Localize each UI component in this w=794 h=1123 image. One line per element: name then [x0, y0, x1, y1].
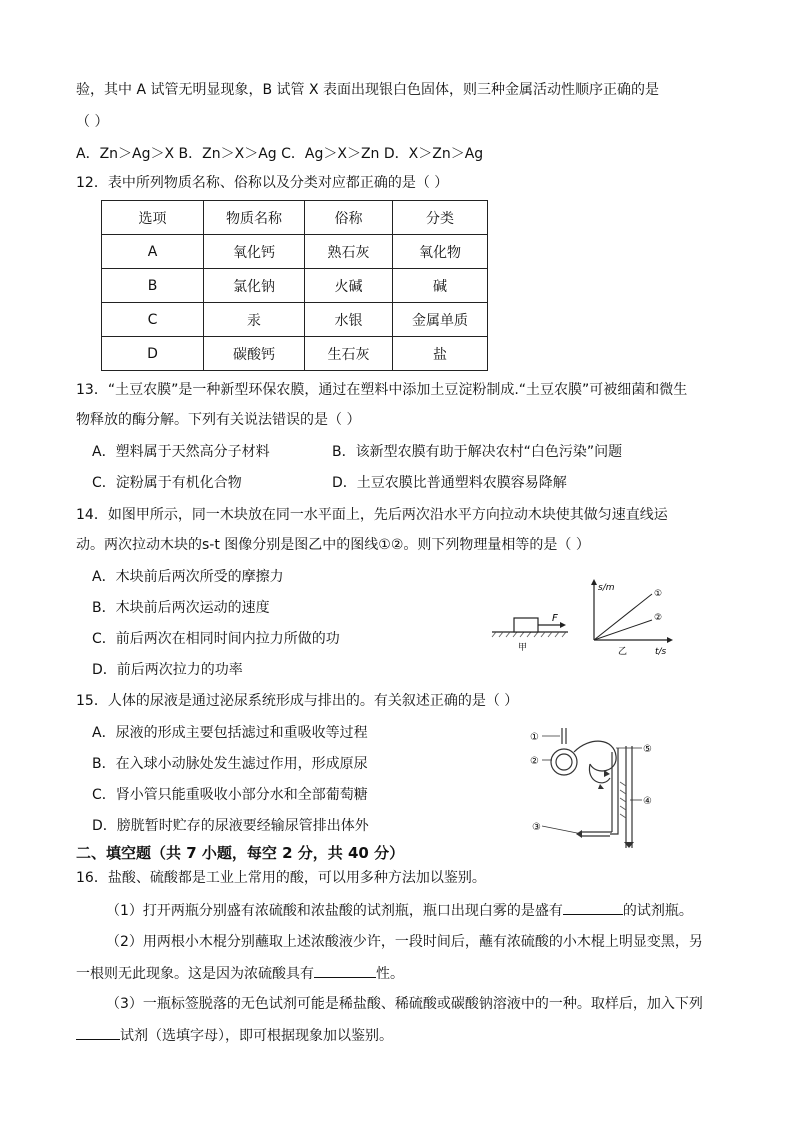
q12-table: [101, 200, 488, 371]
table-header-cell: 选项: [102, 201, 204, 235]
q16-stem: 16．盐酸、硫酸都是工业上常用的酸，可以用多种方法加以鉴别。: [76, 870, 486, 886]
q14-option-b: B．木块前后两次运动的速度: [92, 600, 270, 616]
table-cell: 盐: [393, 337, 488, 371]
table-cell: 金属单质: [393, 303, 488, 337]
table-cell: D: [102, 337, 204, 371]
q16-part1-text: （1）打开两瓶分别盛有浓硫酸和浓盐酸的试剂瓶，瓶口出现白雾的是盛有: [106, 903, 563, 919]
q13-option-a: A．塑料属于天然高分子材料: [92, 444, 270, 460]
force-label: F: [552, 613, 558, 624]
q15-stem: 15．人体的尿液是通过泌尿系统形成与排出的。有关叙述正确的是（ ）: [76, 693, 519, 709]
q16-part2-tail: 性。: [376, 966, 404, 982]
q14-option-d: D．前后两次拉力的功率: [92, 662, 243, 678]
q15-option-c: C．肾小管只能重吸收小部分水和全部葡萄糖: [92, 787, 368, 803]
table-cell: 碳酸钙: [204, 337, 305, 371]
nephron-diagram: [530, 722, 660, 852]
nephron-label-4: ④: [643, 796, 652, 807]
table-row: [102, 269, 488, 303]
table-header-cell: 物质名称: [204, 201, 305, 235]
table-cell: 氧化钙: [204, 235, 305, 269]
q12-stem: 12．表中所列物质名称、俗称以及分类对应都正确的是（ ）: [76, 175, 449, 191]
q13-stem-line1: 13．“土豆农膜”是一种新型环保农膜，通过在塑料中添加土豆淀粉制成.“土豆农膜”可被细菌和微生: [76, 382, 688, 398]
nephron-label-3: ③: [532, 822, 541, 833]
graph-line-2-label: ②: [654, 613, 663, 623]
s-axis-label: s/m: [598, 583, 615, 593]
figure-jia-label: 甲: [518, 643, 528, 653]
table-row: [102, 303, 488, 337]
table-cell: 碱: [393, 269, 488, 303]
q11-continuation: 验，其中 A 试管无明显现象，B 试管 X 表面出现银白色固体，则三种金属活动性顺序正确的是: [76, 82, 660, 98]
wood-block: [514, 618, 538, 632]
answer-blank[interactable]: [314, 963, 376, 978]
q13-option-c: C．淀粉属于有机化合物: [92, 475, 242, 491]
table-header-cell: 分类: [393, 201, 488, 235]
q16-part3-line2: [76, 1025, 393, 1046]
q14-option-a: A．木块前后两次所受的摩擦力: [92, 569, 284, 585]
table-cell: 火碱: [305, 269, 393, 303]
q16-part3-text: 试剂（选填字母），即可根据现象加以鉴别。: [120, 1028, 393, 1044]
table-cell: 生石灰: [305, 337, 393, 371]
q14-figure: [488, 576, 688, 658]
table-cell: 氧化物: [393, 235, 488, 269]
table-cell: B: [102, 269, 204, 303]
table-cell: A: [102, 235, 204, 269]
q15-option-a: A．尿液的形成主要包括滤过和重吸收等过程: [92, 725, 368, 741]
q14-stem-line1: 14．如图甲所示，同一木块放在同一水平面上，先后两次沿水平方向拉动木块使其做匀速直线运: [76, 507, 668, 523]
q15-option-b: B．在入球小动脉处发生滤过作用，形成原尿: [92, 756, 368, 772]
figure-yi: [591, 579, 673, 657]
q16-part1-tail: 的试剂瓶。: [622, 903, 693, 919]
table-cell: C: [102, 303, 204, 337]
q16-part1: [106, 900, 693, 921]
table-cell: 汞: [204, 303, 305, 337]
q14-option-c: C．前后两次在相同时间内拉力所做的功: [92, 631, 340, 647]
q15-option-d: D．膀胱暂时贮存的尿液要经输尿管排出体外: [92, 818, 369, 834]
answer-blank[interactable]: [76, 1025, 120, 1040]
q11-answer-paren: （ ）: [76, 114, 109, 130]
table-cell: 氯化钠: [204, 269, 305, 303]
nephron-label-2: ②: [530, 756, 539, 767]
nephron-label-5: ⑤: [643, 744, 652, 755]
graph-line-1: [594, 594, 652, 640]
q14-stem-line2: 动。两次拉动木块的s-t 图像分别是图乙中的图线①②。则下列物理量相等的是（ ）: [76, 537, 590, 553]
graph-line-2: [594, 620, 652, 640]
q16-part2-line2: [76, 963, 404, 984]
table-header-row: [102, 201, 488, 235]
q16-part2-text: 一根则无此现象。这是因为浓硫酸具有: [76, 966, 314, 982]
table-cell: 熟石灰: [305, 235, 393, 269]
table-row: [102, 235, 488, 269]
table-cell: 水银: [305, 303, 393, 337]
figure-yi-label: 乙: [618, 647, 628, 657]
q13-option-b: B．该新型农膜有助于解决农村“白色污染”问题: [332, 444, 623, 460]
section-heading-fill-in: 二、填空题（共 7 小题，每空 2 分，共 40 分）: [76, 844, 405, 862]
t-axis-label: t/s: [655, 647, 667, 657]
answer-blank[interactable]: [563, 900, 623, 915]
q13-stem-line2: 物释放的酶分解。下列有关说法错误的是（ ）: [76, 412, 361, 428]
table-header-cell: 俗称: [305, 201, 393, 235]
q16-part2-line1: （2）用两根小木棍分别蘸取上述浓酸液少许，一段时间后，蘸有浓硫酸的小木棍上明显变黑，另: [106, 934, 703, 950]
table-row: [102, 337, 488, 371]
nephron-label-1: ①: [530, 732, 539, 743]
figure-jia: [492, 613, 568, 653]
q11-options: A．Zn＞Ag＞X B．Zn＞X＞Ag C．Ag＞X＞Zn D．X＞Zn＞Ag: [76, 146, 484, 162]
graph-line-1-label: ①: [654, 589, 663, 599]
q16-part3-line1: （3）一瓶标签脱落的无色试剂可能是稀盐酸、稀硫酸或碳酸钠溶液中的一种。取样后，加入下列: [106, 996, 703, 1012]
q13-option-d: D．土豆农膜比普通塑料农膜容易降解: [332, 475, 567, 491]
